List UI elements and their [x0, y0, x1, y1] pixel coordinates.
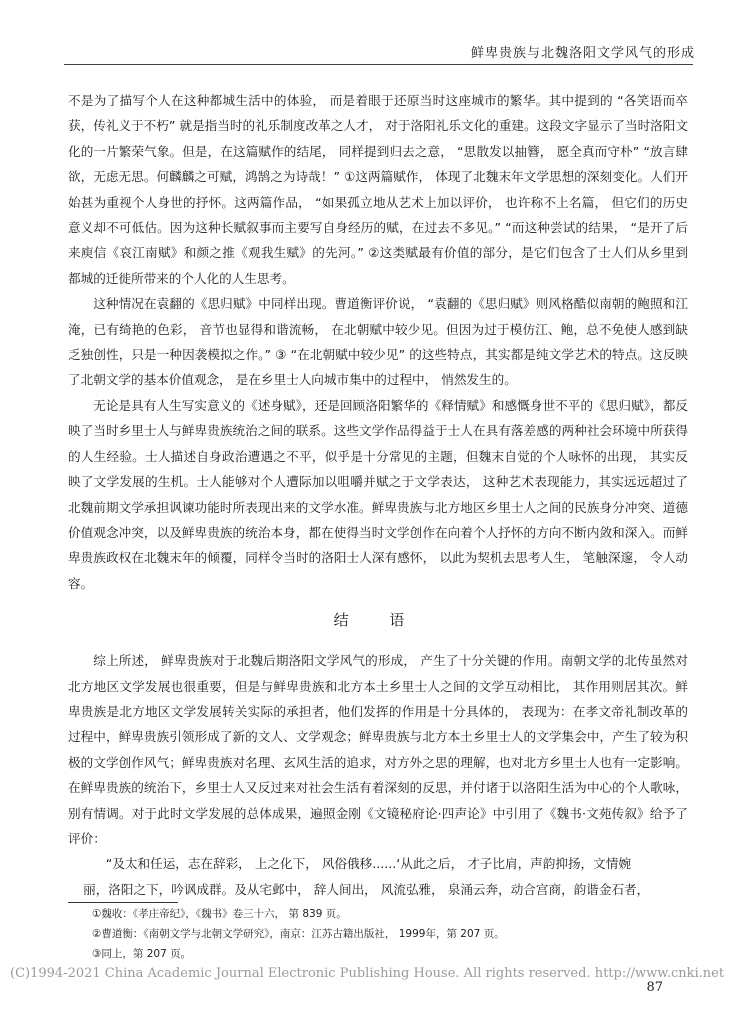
copyright-watermark: (C)1994-2021 China Academic Journal Electronic Publishing House. All rights reserved. http://www.cnki.net: [10, 966, 725, 981]
paragraph-1: 不是为了描写个人在这种都城生活中的体验， 而是着眼于还原当时这座城市的繁华。其中提到的 “各笑语而卒获，传礼义于不朽” 就是指当时的礼乐制度改革之人才， 对于洛阳礼乐文化的重建。这段文字显示了当时洛阳文化的一片繁荣气象。但是，在这篇赋作的结尾， 同样提到归去之意， “思散发以抽簪， 愿全真而守朴” “放言肆欲，无虑无思。何麟麟之可赋，鸿鹄之为诗哉！” ①这两篇赋作， 体现了北魏末年文学思想的深刻变化。人们开始甚为重视个人身世的抒怀。这两篇作品， “如果孤立地从艺术上加以评价， 也许称不上名篇， 但它们的历史意义却不可低估。因为这种长赋叙事而主要写自身经历的赋，在过去不多见。” “而这种尝试的结果， “是开了后来庾信《哀江南赋》和颜之推《观我生赋》的先河。” ②这类赋最有价值的部分，是它们包含了士人们从乡里到都城的迁徙所带来的个人化的人生思考。: [68, 93, 688, 286]
running-header: 鲜卑贵族与北魏洛阳文学风气的形成: [470, 46, 695, 61]
footnote-3: ③同上，第 207 页。: [92, 948, 192, 960]
quote-line-2: 丽，洛阳之下，吟讽成群。及从宅邺中， 辞人间出， 风流弘雅， 泉涌云奔，动合宫商，韵谐金石者，: [83, 881, 650, 897]
paragraph-3: 无论是具有人生写实意义的《述身赋》，还是回顾洛阳繁华的《释情赋》和感慨身世不平的《思归赋》，都反映了当时乡里士人与鲜卑贵族统治之间的联系。这些文学作品得益于士人在具有落差感的两种社会环境中所获得的人生经验。士人描述自身政治遭遇之不平，似乎是十分常见的主题，但魏末自觉的个人咏怀的出现， 其实反映了文学发展的生机。士人能够对个人遭际加以咀嚼并赋之于文学表达， 这种艺术表现能力，其实远远超过了北魏前期文学承担讽谏功能时所表现出来的文学水准。鲜卑贵族与北方地区乡里士人之间的民族身分冲突、道德价值观念冲突，以及鲜卑贵族的统治本身，都在使得当时文学创作在向着个人抒怀的方向不断内敛和深入。而鲜卑贵族政权在北魏末年的倾覆，同样令当时的洛阳士人深有感怀， 以此为契机去思考人生， 笔触深邃， 令人动容。: [68, 397, 688, 591]
paragraph-2: 这种情况在袁翻的《思归赋》中同样出现。曹道衡评价说， “袁翻的《思归赋》则风格酷似南朝的鲍照和江淹，已有绮艳的色彩， 音节也显得和谐流畅， 在北朝赋中较少见。但因为过于模仿江、鲍，总不免使人感到缺乏独创性，只是一种因袭模拟之作。” ③ “在北朝赋中较少见” 的这些特点，其实都是纯文学艺术的特点。这反映了北朝文学的基本价值观念， 是在乡里士人向城市集中的过程中， 悄然发生的。: [68, 296, 688, 388]
quote-line-1: “及太和任运，志在辞彩， 上之化下， 风俗俄移......‘从此之后， 才子比肩，声韵抑扬，文情婉: [105, 856, 631, 872]
header-rule: [64, 64, 693, 65]
footnote-1: ①魏收：《孝庄帝纪》，《魏书》卷三十六， 第 839 页。: [92, 908, 347, 920]
footnote-2: ②曹道衡：《南朝文学与北朝文学研究》，南京：江苏古籍出版社， 1999年，第 207 页。: [92, 928, 505, 940]
conclusion-paragraph: 综上所述， 鲜卑贵族对于北魏后期洛阳文学风气的形成， 产生了十分关键的作用。南朝文学的北传虽然对北方地区文学发展也很重要，但是与鲜卑贵族和北方本土乡里士人之间的文学互动相比， 其作用则居其次。鲜卑贵族是北方地区文学发展转关实际的承担者，他们发挥的作用是十分具体的， 表现为：在孝文帝礼制改革的过程中，鲜卑贵族引领形成了新的文人、文学观念；鲜卑贵族与北方本土乡里士人的文学集会中，产生了较为积极的文学创作风气；鲜卑贵族对名理、玄风生活的追求，对方外之思的理解，也对北方乡里士人也有一定影响。在鲜卑贵族的统治下，乡里士人又反过来对社会生活有着深刻的反思，并付诸于以洛阳生活为中心的个人歌咏， 别有情调。对于此时文学发展的总体成果，遍照金刚《文镜秘府论·四声论》中引用了《魏书·文苑传叙》给予了评价：: [68, 653, 688, 846]
section-heading-conclusion: 结 语: [333, 611, 423, 630]
body-text: [68, 88, 688, 902]
footnotes: [92, 904, 692, 964]
footnote-rule: [68, 902, 178, 903]
page-number: 87: [646, 980, 663, 995]
